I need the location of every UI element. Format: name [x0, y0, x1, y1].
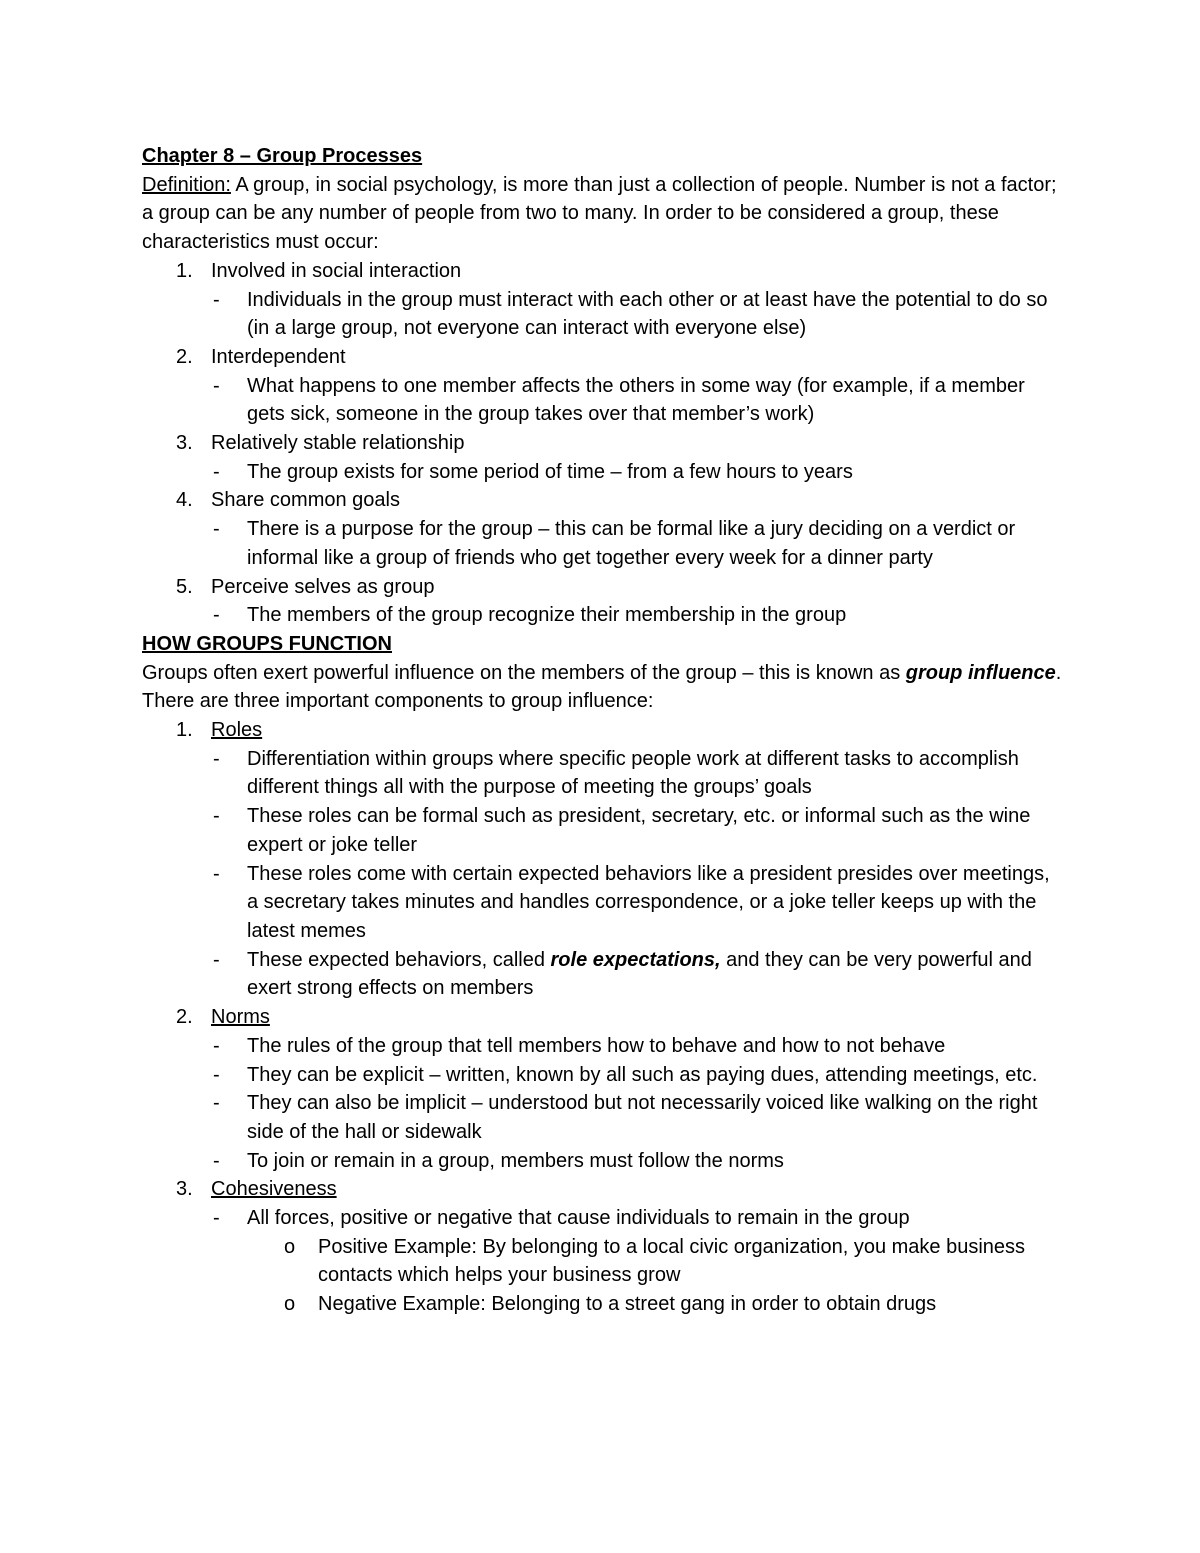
list-item-label: Relatively stable relationship [211, 432, 465, 455]
list-item [142, 1175, 1062, 1204]
characteristics-list [142, 257, 1062, 630]
detail-text: What happens to one member affects the others in some way (for example, if a member gets sick, someone in the group takes over that member’s work) [247, 374, 1031, 426]
list-number: 4. [176, 489, 193, 512]
detail-text: Differentiation within groups where specific people work at different tasks to accomplish different things all with the purpose of meeting the groups’ goals [247, 747, 1025, 799]
example-text: Negative Example: Belonging to a street gang in order to obtain drugs [318, 1293, 937, 1316]
list-item-detail [142, 1032, 1062, 1061]
dash-bullet: - [213, 1063, 220, 1086]
list-item-detail [142, 372, 1062, 429]
list-item-detail [142, 860, 1062, 946]
detail-text: The rules of the group that tell members how to behave and how to not behave [247, 1034, 946, 1057]
definition-paragraph [142, 171, 1062, 257]
dash-bullet: - [213, 1207, 220, 1230]
detail-text: The members of the group recognize their membership in the group [247, 604, 847, 627]
dash-bullet: - [213, 288, 220, 311]
dash-bullet: - [213, 1092, 220, 1115]
detail-text: The group exists for some period of time – from a few hours to years [247, 460, 853, 483]
list-number: 2. [176, 1006, 193, 1029]
list-item-detail [142, 1204, 1062, 1233]
intro-term: group influence [905, 661, 1056, 684]
list-number: 2. [176, 345, 193, 368]
list-number: 3. [176, 1178, 193, 1201]
dash-bullet: - [213, 948, 220, 971]
sub-list-item [142, 1290, 1062, 1319]
dash-bullet: - [213, 374, 220, 397]
list-item [142, 1003, 1062, 1032]
list-item [142, 257, 1062, 286]
list-item [142, 573, 1062, 602]
list-item-label: Norms [211, 1006, 270, 1029]
list-item-detail [142, 802, 1062, 859]
list-item-label: Roles [211, 719, 263, 742]
dash-bullet: - [213, 1034, 220, 1057]
detail-text: All forces, positive or negative that cause individuals to remain in the group [247, 1207, 910, 1230]
intro-paragraph [142, 659, 1067, 716]
list-number: 1. [176, 259, 193, 282]
list-item-detail [142, 458, 1062, 487]
list-item [142, 486, 1062, 515]
chapter-title: Chapter 8 – Group Processes [142, 145, 423, 167]
dash-bullet: - [213, 518, 220, 541]
document-content [142, 142, 1067, 1319]
detail-text: They can be explicit – written, known by all such as paying dues, attending meetings, etc. [247, 1063, 1038, 1086]
components-list [142, 716, 1062, 1319]
list-item-detail [142, 1061, 1062, 1090]
section-heading: HOW GROUPS FUNCTION [142, 632, 392, 655]
example-text: Positive Example: By belonging to a local civic organization, you make business contacts which helps your business grow [318, 1235, 1031, 1287]
list-item-detail [142, 1089, 1062, 1146]
list-item [142, 429, 1062, 458]
circle-bullet: o [284, 1293, 296, 1316]
dash-bullet: - [213, 862, 220, 885]
list-item-label: Share common goals [211, 489, 400, 512]
list-item-detail [142, 601, 1062, 630]
detail-text: These roles come with certain expected behaviors like a president presides over meetings, a secretary takes minutes and handles correspondence, or a joke teller keeps up with the latest memes [247, 862, 1056, 942]
list-item [142, 716, 1062, 745]
intro-text: . There are three important components to group influence: [142, 661, 1067, 713]
detail-text: They can also be implicit – understood but not necessarily voiced like walking on the right side of the hall or sidewalk [247, 1092, 1043, 1143]
detail-text: These expected behaviors, called [247, 948, 551, 971]
dash-bullet: - [213, 604, 220, 627]
dash-bullet: - [213, 805, 220, 828]
list-item-detail [142, 946, 1062, 1003]
list-item-label: Cohesiveness [211, 1178, 337, 1201]
detail-text: These roles can be formal such as president, secretary, etc. or informal such as the wine expert or joke teller [247, 805, 1036, 856]
dash-bullet: - [213, 747, 220, 770]
definition-text: A group, in social psychology, is more than just a collection of people. Number is not a factor; a group can be any number of people from two to many. In order to be considered a group, these characteristics must occur: [142, 173, 1063, 254]
list-item [142, 343, 1062, 372]
list-item-detail [142, 515, 1062, 572]
list-item-label: Perceive selves as group [211, 575, 435, 598]
circle-bullet: o [284, 1235, 296, 1258]
detail-text: and they can be very powerful and exert strong effects on members [247, 948, 1038, 1000]
dash-bullet: - [213, 1149, 220, 1172]
list-number: 5. [176, 575, 193, 598]
detail-text: Individuals in the group must interact with each other or at least have the potential to do so (in a large group, not everyone can interact with everyone else) [247, 288, 1054, 340]
detail-text: To join or remain in a group, members must follow the norms [247, 1149, 784, 1172]
dash-bullet: - [213, 460, 220, 483]
list-item-detail [142, 745, 1062, 802]
definition-label: Definition: [142, 173, 231, 196]
detail-text: There is a purpose for the group – this can be formal like a jury deciding on a verdict or informal like a group of friends who get together every week for a dinner party [247, 518, 1021, 569]
detail-term: role expectations, [550, 948, 721, 971]
list-item-detail [142, 1147, 1062, 1176]
list-item-detail [142, 286, 1062, 343]
list-number: 1. [176, 719, 193, 742]
list-number: 3. [176, 432, 193, 455]
intro-text: Groups often exert powerful influence on the members of the group – this is known as [142, 661, 906, 684]
list-item-label: Involved in social interaction [211, 259, 462, 282]
sub-list-item [142, 1233, 1062, 1290]
list-item-label: Interdependent [211, 345, 346, 368]
